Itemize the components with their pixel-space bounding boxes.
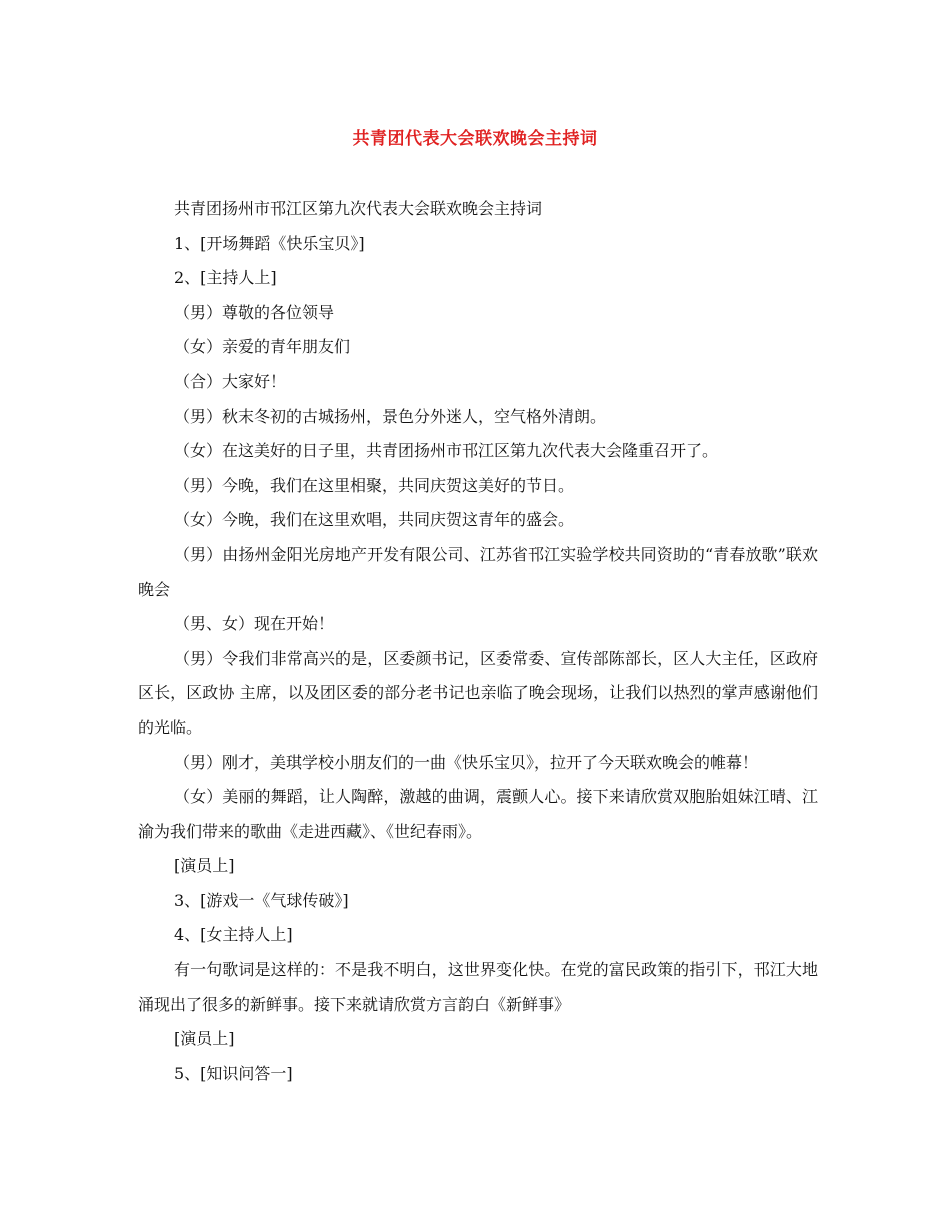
paragraph: （男）由扬州金阳光房地产开发有限公司、江苏省邗江实验学校共同资助的“青春放歌”联欢晚会 <box>138 544 818 599</box>
paragraph: （男）刚才，美琪学校小朋友们的一曲《快乐宝贝》，拉开了今天联欢晚会的帷幕！ <box>174 752 759 772</box>
paragraph: [演员上] <box>174 856 235 876</box>
paragraph: 3、[游戏一《气球传破》] <box>174 890 349 910</box>
paragraph: （男）尊敬的各位领导 <box>174 302 335 322</box>
paragraph: 有一句歌词是这样的：不是我不明白，这世界变化快。在党的富民政策的指引下，邗江大地涌现出了很多的新鲜事。接下来就请欣赏方言韵白《新鲜事》 <box>138 960 818 1014</box>
paragraph: 1、[开场舞蹈《快乐宝贝》] <box>174 233 365 253</box>
document-body <box>138 192 818 1091</box>
paragraph: （女）美丽的舞蹈，让人陶醉，激越的曲调，震颤人心。接下来请欣赏双胞胎姐妹江晴、江渝为我们带来的歌曲《走进西藏》、《世纪春雨》。 <box>138 787 818 841</box>
document-title: 共青团代表大会联欢晚会主持词 <box>352 129 598 149</box>
paragraph: （男）今晚，我们在这里相聚，共同庆贺这美好的节日。 <box>174 475 575 495</box>
paragraph: 4、[女主持人上] <box>174 925 293 945</box>
paragraph: （女）今晚，我们在这里欢唱，共同庆贺这青年的盛会。 <box>174 510 575 530</box>
paragraph: （女）在这美好的日子里，共青团扬州市邗江区第九次代表大会隆重召开了。 <box>174 441 719 461</box>
paragraph: 2、[主持人上] <box>174 268 277 288</box>
paragraph: [演员上] <box>174 1029 235 1049</box>
paragraph: （男）令我们非常高兴的是，区委颜书记，区委常委、宣传部陈部长，区人大主任，区政府 区长，区政协 主席，以及团区委的部分老书记也亲临了晚会现场，让我们以热烈的掌声感谢他们的光临。 <box>138 648 818 737</box>
paragraph: （男、女）现在开始！ <box>174 614 335 634</box>
paragraph: （合）大家好！ <box>174 371 287 391</box>
paragraph: 5、[知识问答一] <box>174 1063 293 1083</box>
paragraph: （男）秋末冬初的古城扬州，景色分外迷人，空气格外清朗。 <box>174 406 607 426</box>
paragraph: （女）亲爱的青年朋友们 <box>174 337 351 357</box>
paragraph: 共青团扬州市邗江区第九次代表大会联欢晚会主持词 <box>174 199 543 218</box>
